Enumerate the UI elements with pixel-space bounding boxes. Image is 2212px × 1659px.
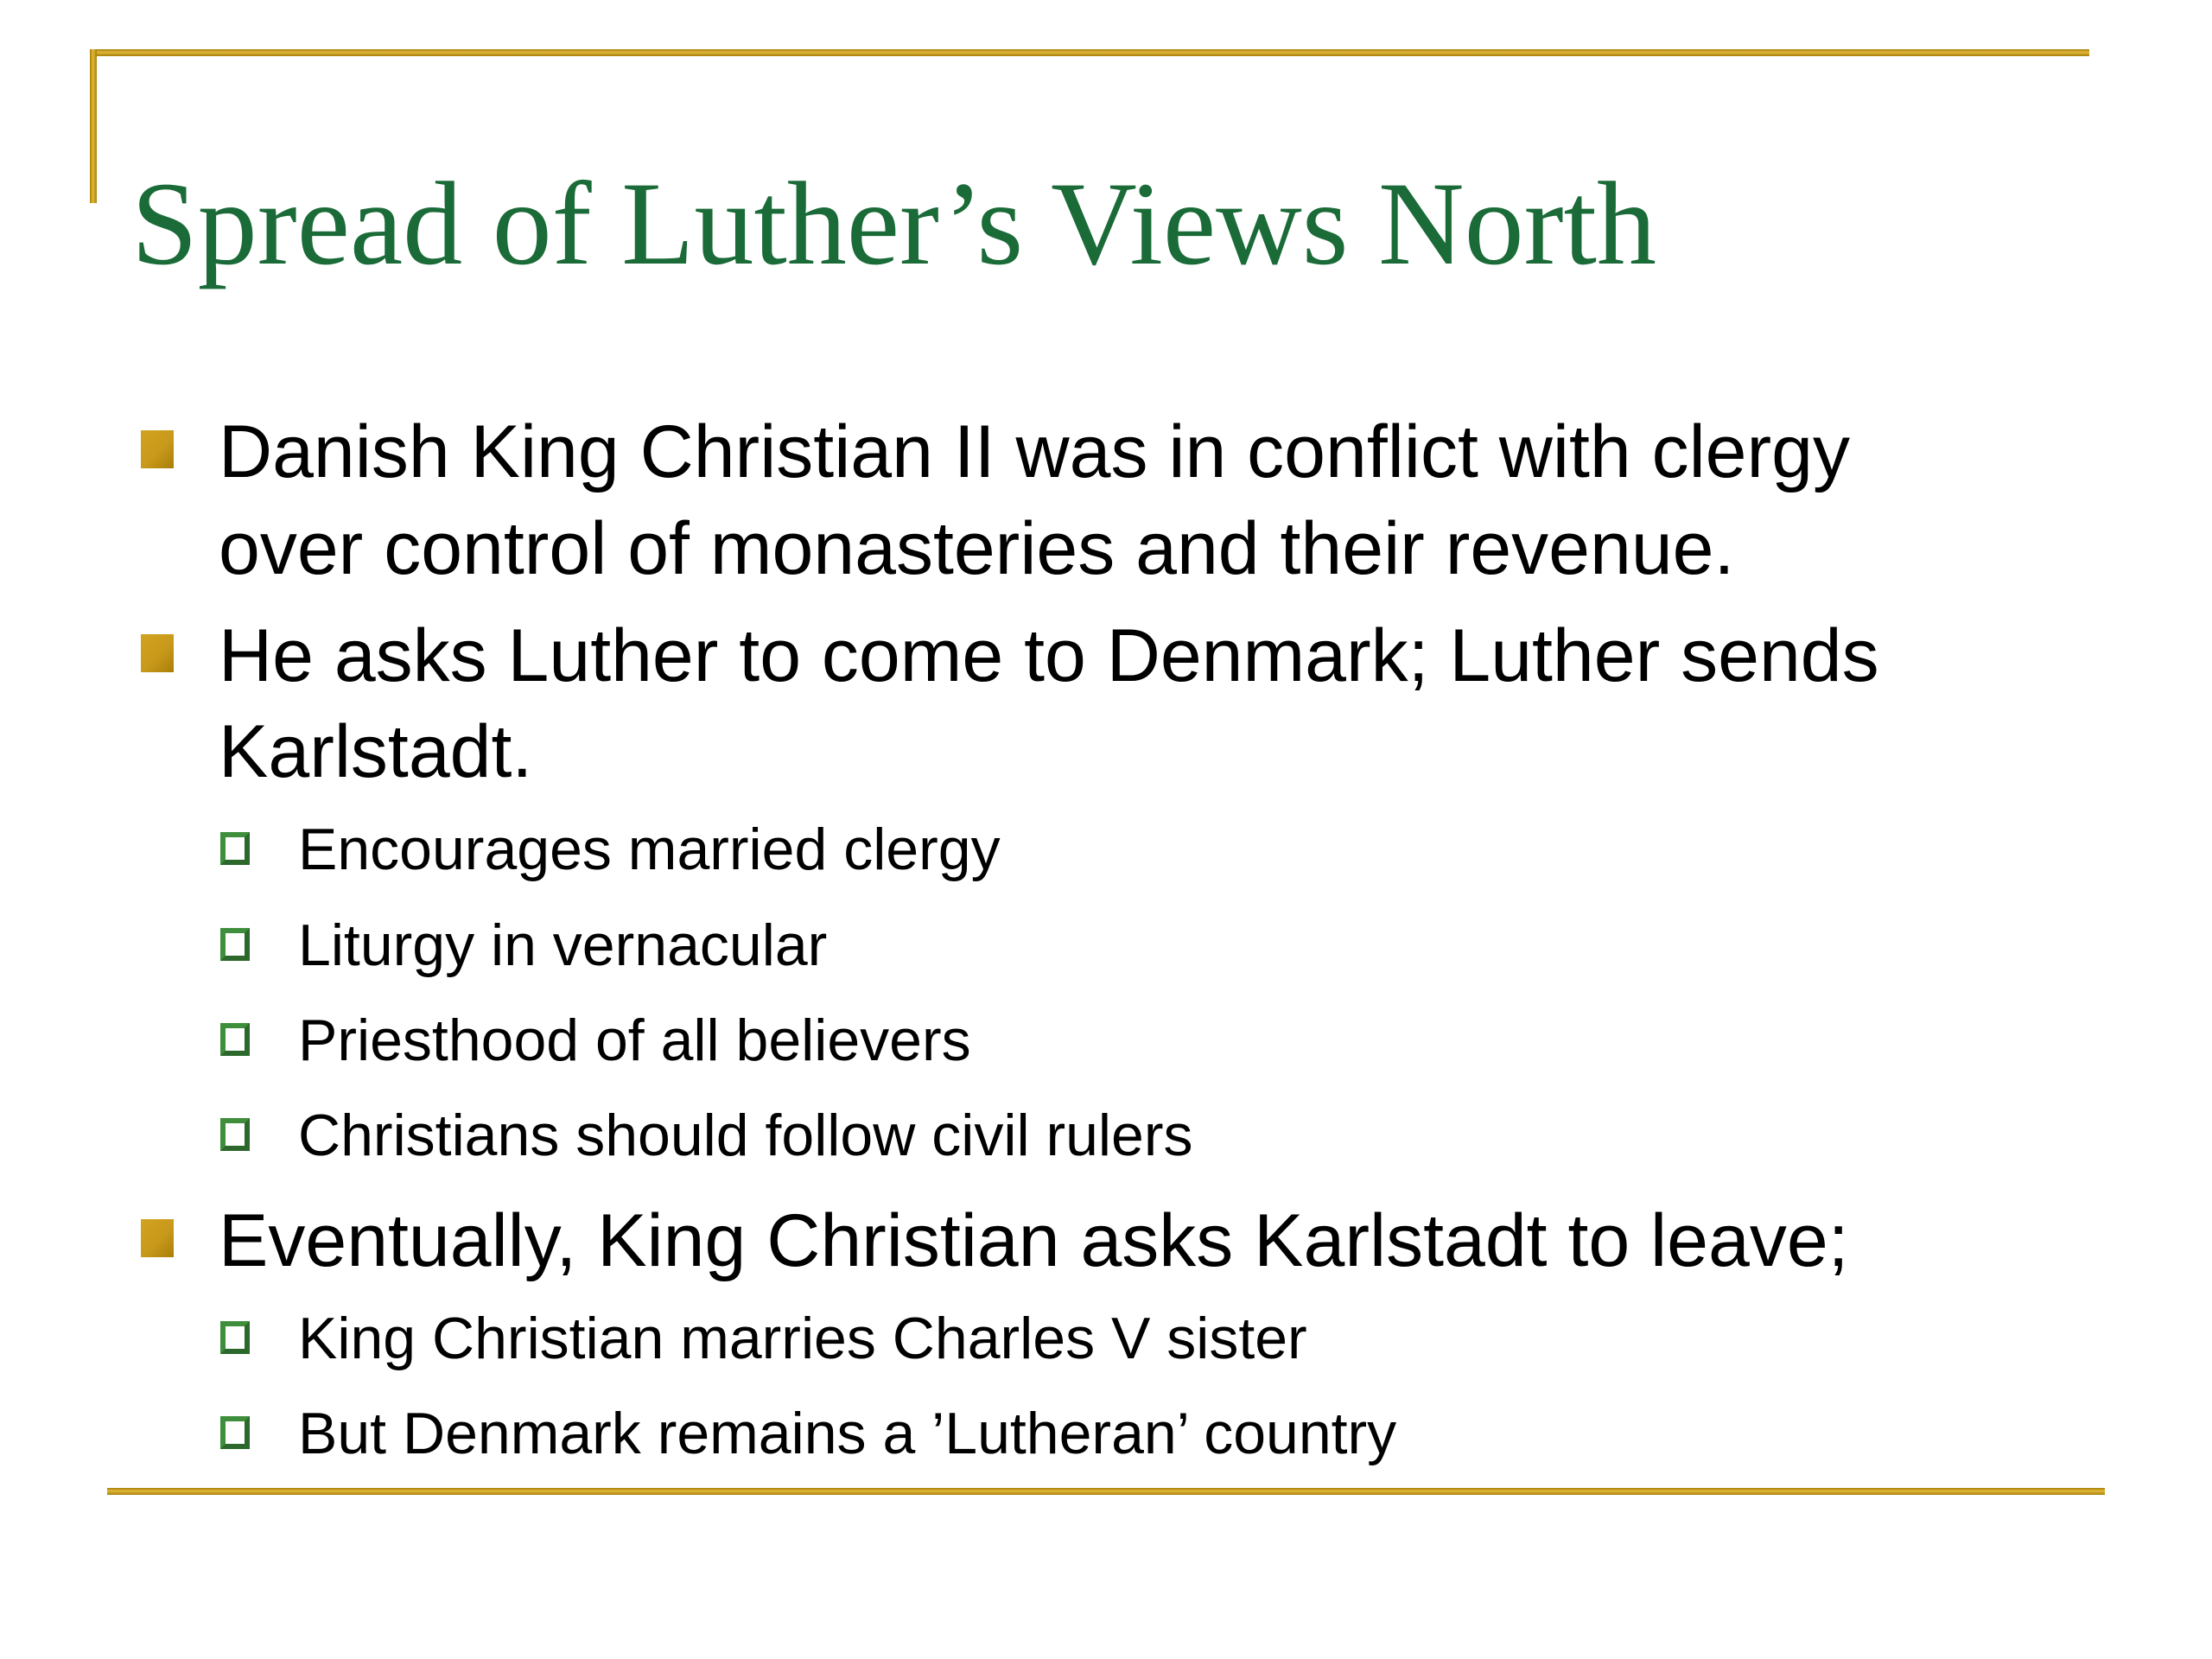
sub-bullet-text: King Christian marries Charles V sister	[298, 1305, 1307, 1371]
sub-bullet-text: Encourages married clergy	[298, 817, 1001, 883]
sub-bullet-item	[220, 907, 2134, 983]
gold-left-border-line	[90, 49, 97, 203]
green-hollow-square-bullet-icon	[220, 1416, 250, 1449]
green-hollow-square-bullet-icon	[220, 832, 250, 865]
sub-bullet-item	[220, 1300, 2134, 1376]
sub-bullet-item	[220, 1395, 2134, 1471]
slide-title: Spread of Luther’s Views North	[131, 157, 1656, 290]
gold-square-bullet-icon	[141, 1219, 174, 1257]
sub-bullet-item	[220, 1002, 2134, 1078]
sub-bullet-item	[220, 811, 2134, 887]
green-hollow-square-bullet-icon	[220, 1118, 250, 1151]
green-hollow-square-bullet-icon	[220, 1321, 250, 1354]
bullet-text: He asks Luther to come to Denmark; Luther sends Karlstadt.	[219, 613, 1879, 794]
sub-bullet-text: Christians should follow civil rulers	[298, 1103, 1193, 1169]
bullet-item	[138, 1193, 2134, 1290]
green-hollow-square-bullet-icon	[220, 1023, 250, 1056]
bullet-text: Danish King Christian II was in conflict with clergy over control of monasteries and their revenue.	[219, 410, 1850, 590]
gold-square-bullet-icon	[141, 634, 174, 672]
sub-bullet-item	[220, 1097, 2134, 1173]
gold-top-border-line	[92, 49, 2089, 56]
sub-bullet-text: But Denmark remains a ’Lutheran’ country	[298, 1400, 1397, 1466]
bullet-text: Eventually, King Christian asks Karlstadt to leave;	[219, 1198, 1849, 1282]
gold-square-bullet-icon	[141, 430, 174, 468]
sub-bullet-text: Liturgy in vernacular	[298, 912, 828, 978]
bullet-item	[138, 608, 2134, 802]
green-hollow-square-bullet-icon	[220, 928, 250, 961]
slide-body	[138, 404, 2134, 1491]
bullet-item	[138, 404, 2134, 598]
sub-bullet-text: Priesthood of all believers	[298, 1007, 971, 1073]
